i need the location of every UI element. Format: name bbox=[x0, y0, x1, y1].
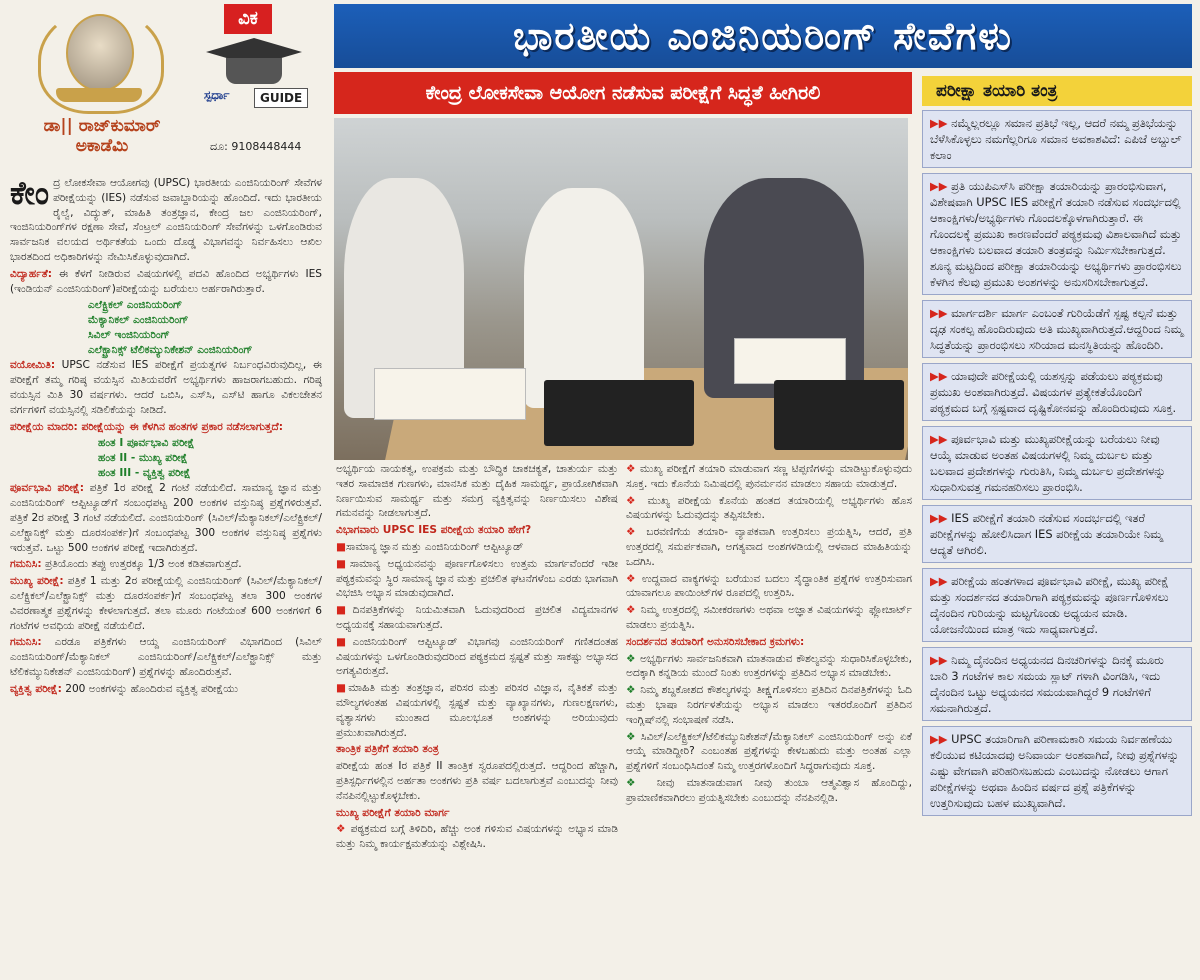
list-item: ಮೆಕ್ಯಾನಿಕಲ್ ಎಂಜಿನಿಯರಿಂಗ್ bbox=[88, 314, 189, 327]
drop-cap: ಕೇಂ bbox=[10, 174, 50, 212]
tip-box: ▶▶ ಪರೀಕ್ಷೆಯ ಹಂತಗಳಾದ ಪೂರ್ವಭಾವಿ ಪರೀಕ್ಷೆ, ಮುಖ್ಯ ಪರೀಕ್ಷೆ ಮತ್ತು ಸಂದರ್ಶನದ ತಯಾರಿಗಾಗಿ ಪಠ್ಯಕ್ರಮವನ್ನು ಪೂರ್ಣಗೊಳಿಸಲು ದೈನಂದಿನ ಗುರಿಯನ್ನು ಮಟ್ಟಗೊಂಡು ಅಧ್ಯಯನ ಮಾಡಿ. ಯೋಜನೆಯಿಂದ ಮಾತ್ರ ಇದು ಸಾಧ್ಯವಾಗುತ್ತದೆ. bbox=[922, 568, 1192, 642]
interview-tip: ❖ ಅಭ್ಯರ್ಥಿಗಳು ಸಾರ್ವಜನಿಕವಾಗಿ ಮಾತನಾಡುವ ಕೌಶಲ್ಯವನ್ನು ಸುಧಾರಿಸಿಕೊಳ್ಳಬೇಕು, ಅದಕ್ಕಾಗಿ ಕನ್ನಡಿಯ ಮುಂದೆ ನಿಂತು ಉತ್ತರಗಳನ್ನು ಪ್ರತಿದಿನ ಅಭ್ಯಾಸ ಮಾಡಬೇಕು. bbox=[626, 652, 913, 680]
sidebar-tips bbox=[922, 110, 1192, 821]
stage-list bbox=[10, 436, 322, 481]
tip-box: ▶▶ ಪ್ರತಿ ಯುಪಿಎಸ್‌ಸಿ ಪರೀಕ್ಷಾ ತಯಾರಿಯನ್ನು ಪ್ರಾರಂಭಿಸುವಾಗ, ವಿಶೇಷವಾಗಿ UPSC IES ಪರೀಕ್ಷೆಗೆ ತಯಾರಿ ನಡೆಸುವ ಸಂದರ್ಭದಲ್ಲಿ ಆಕಾಂಕ್ಷಿಗಳು/ಅಭ್ಯರ್ಥಿಗಳು ಗೊಂದಲಕ್ಕೊಳಗಾಗಿರುತ್ತಾರೆ. ಈ ಗೊಂದಲಕ್ಕೆ ಪ್ರಮುಖ ಕಾರಣವೆಂದರೆ ಪಠ್ಯಕ್ರಮವು ವಿಶಾಲವಾಗಿದೆ ಮತ್ತು ಆಕಾಂಕ್ಷಿಗಳು ಬಲವಾದ ತಯಾರಿ ತಂತ್ರವನ್ನು ನಿರ್ಮಿಸಬೇಕಾಗುತ್ತದೆ. ಶೂನ್ಯ ಮಟ್ಟದಿಂದ ಪರೀಕ್ಷಾ ತಯಾರಿಯನ್ನು ಅಭ್ಯರ್ಥಿಗಳು ಪ್ರಾರಂಭಿಸಲು ಕೆಳಗಿನ ಕೆಲವು ಪ್ರಮುಖ ಅಂಶಗಳನ್ನು ಅನುಸರಿಸಬೇಕಾಗುತ್ತದೆ. bbox=[922, 173, 1192, 295]
graduation-cap-base bbox=[226, 58, 282, 84]
prep-item: ■ಸಾಮಾನ್ಯ ಜ್ಞಾನ ಮತ್ತು ಎಂಜಿನಿಯರಿಂಗ್ ಆಪ್ಟಿಟ್ಯೂಡ್ bbox=[336, 540, 524, 553]
list-item: ಎಲೆಕ್ಟ್ರಾನಿಕ್ಸ್ ಟೆಲಿಕಮ್ಯುನಿಕೇಶನ್ ಎಂಜಿನಿಯರಿಂಗ್ bbox=[88, 344, 253, 357]
prep-item: ■ದಿನಪತ್ರಿಕೆಗಳನ್ನು ನಿಯಮಿತವಾಗಿ ಓದುವುದರಿಂದ ಪ್ರಚಲಿತ ವಿದ್ಯಮಾನಗಳ ಅಧ್ಯಯನಕ್ಕೆ ಸಹಾಯವಾಗುತ್ತದೆ. bbox=[336, 604, 618, 631]
academy-name bbox=[8, 116, 196, 156]
sidebar-title: ಪರೀಕ್ಷಾ ತಯಾರಿ ತಂತ್ರ bbox=[922, 76, 1192, 106]
age-paragraph: ವಯೋಮಿತಿ: UPSC ನಡೆಸುವ IES ಪರೀಕ್ಷೆಗೆ ಪ್ರಯತ್ನಗಳ ನಿರ್ಬಂಧವಿರುವುದಿಲ್ಲ, ಈ ಪರೀಕ್ಷೆಗೆ ತಮ್ಮ ಗರಿಷ್ಠ ವಯಸ್ಸಿನ ಮಿತಿಯವರೆಗೆ ಅಭ್ಯರ್ಥಿಗಳು ಹಾಜರಾಗಬಹುದು. ಗರಿಷ್ಠ ವಯಸ್ಸಿನ ಮಿತಿ 30 ವರ್ಷಗಳು. ಆದರೆ ಒಬಿಸಿ, ಎಸ್‌ಸಿ, ಎಸ್‌ಟಿ ಹಾಗೂ ವಿಕಲಚೇತನ ವರ್ಗಗಳಿಗೆ ವಯಸ್ಸಿನಲ್ಲಿ ಸಡಿಲಿಕೆಯನ್ನು ನೀಡಿದೆ. bbox=[10, 359, 322, 416]
mains-heading: ಮುಖ್ಯ ಪರೀಕ್ಷೆಗೆ ತಯಾರಿ ಮಾರ್ಗ bbox=[336, 806, 450, 819]
prep-item: ■ಮಾಹಿತಿ ಮತ್ತು ತಂತ್ರಜ್ಞಾನ, ಪರಿಸರ ಮತ್ತು ಪರಿಸರ ವಿಜ್ಞಾನ, ನೈತಿಕತೆ ಮತ್ತು ಮೌಲ್ಯಗಳಂತಹ ವಿಷಯಗಳಲ್ಲಿ ಸ್ಪಷ್ಟತೆ ಮತ್ತು ವ್ಯಾಖ್ಯಾನಗಳು, ಗುಣಲಕ್ಷಣಗಳು, ವ್ಯತ್ಯಾಸಗಳು ಮುಂತಾದ ಮೂಲಭೂತ ಅಂಶಗಳನ್ನು ಅರಿಯುವುದು ಪ್ರಮುಖವಾಗಿರುತ್ತದೆ. bbox=[336, 682, 619, 739]
prelim-paragraph: ಪೂರ್ವಭಾವಿ ಪರೀಕ್ಷೆ: ಪತ್ರಿಕೆ 1ರ ಪರೀಕ್ಷೆ 2 ಗಂಟೆ ನಡೆಯಲಿದೆ. ಸಾಮಾನ್ಯ ಜ್ಞಾನ ಮತ್ತು ಎಂಜಿನಿಯರಿಂಗ್ ಆಪ್ಟಿಟ್ಯೂಡ್‌ಗೆ ಸಂಬಂಧಪಟ್ಟ 200 ಅಂಕಗಳ ವಸ್ತುನಿಷ್ಠ ಪ್ರಶ್ನೆಗಳಿರುತ್ತವೆ. ಪತ್ರಿಕೆ 2ರ ಪರೀಕ್ಷೆ 3 ಗಂಟೆ ನಡೆಯಲಿದೆ. ಎಂಜಿನಿಯರಿಂಗ್ (ಸಿವಿಲ್/ಮೆಕ್ಯಾನಿಕಲ್/ಎಲೆಕ್ಟ್ರಿಕಲ್/ಎಲೆಕ್ಟ್ರಾನಿಕ್ಸ್ ಮತ್ತು ದೂರಸಂಪರ್ಕ)ಗೆ ಸಂಬಂಧಪಟ್ಟ 300 ಅಂಕಗಳ ವಸ್ತುನಿಷ್ಠ ಪ್ರಶ್ನೆಗಳು ಇರುತ್ತವೆ. ಒಟ್ಟು 500 ಅಂಕಗಳ ಪರೀಕ್ಷೆ ಇದಾಗಿರುತ್ತದೆ. bbox=[10, 482, 322, 554]
list-item: ಹಂತ III - ವ್ಯಕ್ತಿತ್ವ ಪರೀಕ್ಷೆ bbox=[98, 467, 191, 480]
mains-tip: ❖ ಬರವಣಿಗೆಯ ತಯಾರಿ- ವ್ಯಾಪಕವಾಗಿ ಉತ್ತರಿಸಲು ಪ್ರಯತ್ನಿಸಿ, ಆದರೆ, ಪ್ರತಿ ಉತ್ತರದಲ್ಲಿ ಸಮರ್ಪಕವಾಗಿ, ಅಗತ್ಯವಾದ ಅಂಶಗಳಡಿಯಲ್ಲಿ ಆಳವಾದ ಮಾಹಿತಿಯನ್ನು ಒದಗಿಸಿ. bbox=[626, 526, 912, 568]
academy-logo bbox=[8, 4, 196, 154]
tip-box: ▶▶ ನಿಮ್ಮ ದೈನಂದಿನ ಅಧ್ಯಯನದ ದಿನಚರಿಗಳನ್ನು ದಿನಕ್ಕೆ ಮೂರು ಬಾರಿ 3 ಗಂಟೆಗಳ ಕಾಲ ಸಮಯ ಸ್ಲಾಟ್ ಗಳಾಗಿ ವಿಂಗಡಿಸಿ, ಇದು ದೈನಂದಿನ ಒಟ್ಟು ಅಧ್ಯಯನದ ಸಮಯವಾಗಿದ್ದರೆ 9 ಗಂಟೆಗಳಿಗೆ ಸಮನಾಗಿರುತ್ತದೆ. bbox=[922, 647, 1192, 721]
interview-tip: ❖ ನಿಮ್ಮ ಶಬ್ದಕೋಶದ ಕೌಶಲ್ಯಗಳನ್ನು ತೀಕ್ಷ್ಣಗೊಳಿಸಲು ಪ್ರತಿದಿನ ದಿನಪತ್ರಿಕೆಗಳನ್ನು ಓದಿ ಮತ್ತು ಭಾಷಾ ನಿರರ್ಗಳತೆಯನ್ನು ಅಭ್ಯಾಸ ಮಾಡಲು ಇತರರೊಂದಿಗೆ ಪ್ರತಿದಿನ ಇಂಗ್ಲಿಷ್‌ನಲ್ಲಿ ಸಂಭಾಷಣೆ ನಡೆಸಿ. bbox=[626, 684, 912, 726]
spardha-label: ಸ್ಪರ್ಧಾ bbox=[204, 88, 230, 102]
note1-paragraph: ಗಮನಿಸಿ: ಪ್ರತಿಯೊಂದು ತಪ್ಪು ಉತ್ತರಕ್ಕೂ 1/3 ಅಂಕ ಕಡಿತವಾಗುತ್ತದೆ. bbox=[10, 558, 242, 571]
list-item: ಹಂತ I ಪೂರ್ವಭಾವಿ ಪರೀಕ್ಷೆ bbox=[98, 437, 195, 450]
portrait-photo bbox=[66, 14, 134, 92]
tip-box: ▶▶ ನಮ್ಮೆಲ್ಲರಲ್ಲೂ ಸಮಾನ ಪ್ರತಿಭೆ ಇಲ್ಲ, ಆದರೆ ನಮ್ಮ ಪ್ರತಿಭೆಯನ್ನು ಬೆಳೆಸಿಕೊಳ್ಳಲು ನಮಗೆಲ್ಲರಿಗೂ ಸಮಾನ ಅವಕಾಶವಿದೆ: ಎಪಿಜೆ ಅಬ್ದುಲ್ ಕಲಾಂ bbox=[922, 110, 1192, 168]
personality-paragraph: ವ್ಯಕ್ತಿತ್ವ ಪರೀಕ್ಷೆ: 200 ಅಂಕಗಳನ್ನು ಹೊಂದಿರುವ ವ್ಯಕ್ತಿತ್ವ ಪರೀಕ್ಷೆಯು bbox=[10, 682, 238, 695]
tech-heading: ತಾಂತ್ರಿಕ ಪತ್ರಿಕೆಗೆ ತಯಾರಿ ತಂತ್ರ bbox=[336, 743, 439, 756]
article-column-1 bbox=[10, 176, 322, 699]
mains-item: ❖ ಪಠ್ಯಕ್ರಮದ ಬಗ್ಗೆ ತಿಳಿದಿರಿ, ಹೆಚ್ಚು ಅಂಕ ಗಳಿಸುವ ವಿಷಯಗಳನ್ನು ಅಭ್ಯಾಸ ಮಾಡಿ ಮತ್ತು ನಿಮ್ಮ ಕಾರ್ಯಕ್ಷಮತೆಯನ್ನು ವಿಶ್ಲೇಷಿಸಿ. bbox=[336, 823, 619, 851]
list-item: ಸಿವಿಲ್ ಇಂಜಿನಿಯರಿಂಗ್ bbox=[88, 329, 170, 342]
pattern-paragraph: ಪರೀಕ್ಷೆಯ ಮಾದರಿ: ಪರೀಕ್ಷೆಯನ್ನು ಈ ಕೆಳಗಿನ ಹಂತಗಳ ಪ್ರಕಾರ ನಡೆಸಲಾಗುತ್ತದೆ: bbox=[10, 420, 283, 433]
mains-tip: ❖ ಉದ್ದವಾದ ವಾಕ್ಯಗಳನ್ನು ಬರೆಯುವ ಬದಲು ಸೈದ್ಧಾಂತಿಕ ಪ್ರಶ್ನೆಗಳ ಉತ್ತರಿಸುವಾಗ ಯಾವಾಗಲೂ ಪಾಯಿಂಟ್‌ಗಳ ರೂಪದಲ್ಲಿ ಉತ್ತರಿಸಿ. bbox=[626, 572, 913, 600]
intro-paragraph: ಕೇಂದ್ರ ಲೋಕಸೇವಾ ಆಯೋಗವು (UPSC) ಭಾರತೀಯ ಎಂಜಿನಿಯರಿಂಗ್ ಸೇವೆಗಳ ಪರೀಕ್ಷೆಯನ್ನು (IES) ನಡೆಸುವ ಜವಾಬ್ದಾರಿಯನ್ನು ಹೊಂದಿದೆ. ಇದು ಭಾರತೀಯ ರೈಲ್ವೆ, ವಿದ್ಯುತ್, ಮಾಹಿತಿ ತಂತ್ರಜ್ಞಾನ, ಕೇಂದ್ರ ಜಲ ಎಂಜಿನಿಯರಿಂಗ್, ಇಂಜಿನಿಯರಿಂಗ್‌ಗಳ ರಕ್ಷಣಾ ಸೇವೆ, ಸೆಂಟ್ರಲ್ ಎಂಜಿನಿಯರಿಂಗ್ ಸೇವೆಗಳನ್ನು ಒಳಗೊಂಡಿರುವ ಸಾರ್ವಜನಿಕ ವಲಯದ ಅರ್ಥಿಕತೆಯ ಒಂದು ದೊಡ್ಡ ವಿಭಾಗವನ್ನು ನಿರ್ವಹಿಸಲು ಆಖಿಲ ಭಾರತದಿಂದ ಅಧಿಕಾರಿಗಳನ್ನು ನೇಮಿಸಿಕೊಳ್ಳುವುದಾಗಿದೆ. bbox=[10, 174, 322, 263]
tip-box: ▶▶ ಮಾರ್ಗದರ್ಶಿ ಮಾರ್ಗ ಎಂಬಂತೆ ಗುರಿಯೆಡೆಗೆ ಸ್ಪಷ್ಟ ಕಲ್ಪನೆ ಮತ್ತು ದೃಢ ಸಂಕಲ್ಪ ಹೊಂದಿರುವುದು ಅತಿ ಮುಖ್ಯವಾಗಿರುತ್ತದೆ.ಆದ್ದರಿಂದ ನಿಮ್ಮ ಸಿದ್ಧತೆಯನ್ನು ಪ್ರಾರಂಭಿಸಲು ಸರಿಯಾದ ಮನಸ್ಥಿತಿಯನ್ನು ಹೊಂದಿರಿ. bbox=[922, 300, 1192, 358]
page-title: ಭಾರತೀಯ ಎಂಜಿನಿಯರಿಂಗ್ ಸೇವೆಗಳು bbox=[334, 4, 1192, 68]
interview-tip: ❖ ಸಿವಿಲ್/ಎಲೆಕ್ಟ್ರಿಕಲ್/ಟೆಲಿಕಮ್ಯುನಿಕೇಶನ್/ಮೆಕ್ಯಾನಿಕಲ್ ಎಂಜಿನಿಯರಿಂಗ್ ಅನ್ನು ಏಕೆ ಆಯ್ಕೆ ಮಾಡಿದ್ದೀರಿ? ಎಂಬಂತಹ ಪ್ರಶ್ನೆಗಳನ್ನು ಕೇಳಬಹುದು ಮತ್ತು ಅಂತಹ ಎಲ್ಲಾ ಪ್ರಶ್ನೆಗಳಿಗೆ ಸಂಬಂಧಿಸಿದಂತೆ ನಿಮ್ಮ ಉತ್ತರಗಳೊಂದಿಗೆ ಸಿದ್ಧರಾಗುವುದು ಸೂಕ್ತ. bbox=[626, 730, 913, 773]
laptop bbox=[774, 380, 904, 450]
open-book bbox=[374, 368, 526, 420]
sub-headline: ಕೇಂದ್ರ ಲೋಕಸೇವಾ ಆಯೋಗ ನಡೆಸುವ ಪರೀಕ್ಷೆಗೆ ಸಿದ್ಧತೆ ಹೀಗಿರಲಿ bbox=[334, 72, 912, 114]
phone-number: ದೂ: 9108448444 bbox=[210, 140, 302, 153]
student-figure bbox=[524, 188, 644, 408]
academy-name-line2: ಅಕಾಡೆಮಿ bbox=[75, 136, 129, 156]
tip-box: ▶▶ ಪೂರ್ವಭಾವಿ ಮತ್ತು ಮುಖ್ಯಪರೀಕ್ಷೆಯನ್ನು ಬರೆಯಲು ನೀವು ಆಯ್ಕೆ ಮಾಡುವ ಅಂತಹ ವಿಷಯಗಳಲ್ಲಿ ನಿಮ್ಮ ದುರ್ಬಲ ಮತ್ತು ಬಲವಾದ ಪ್ರದೇಶಗಳನ್ನು ಗುರುತಿಸಿ, ನಿಮ್ಮ ದುರ್ಬಲ ಪ್ರದೇಶಗಳನ್ನು ಸುಧಾರಿಸುವತ್ತ ಗಮನಹರಿಸಲು ಪ್ರಾರಂಭಿಸಿ. bbox=[922, 426, 1192, 500]
eligibility-paragraph: ವಿದ್ಯಾರ್ಹತೆ: ಈ ಕೆಳಗೆ ನೀಡಿರುವ ವಿಷಯಗಳಲ್ಲಿ ಪದವಿ ಹೊಂದಿದ ಅಭ್ಯರ್ಥಿಗಳು IES (ಇಂಡಿಯನ್ ಎಂಜಿನಿಯರಿಂಗ್)ಪರೀಕ್ಷೆಯನ್ನು ಬರೆಯಲು ಅರ್ಹರಾಗಿರುತ್ತಾರೆ. bbox=[10, 267, 323, 295]
open-book-emblem bbox=[56, 88, 142, 102]
interview-tip: ❖ ನೀವು ಮಾತನಾಡುವಾಗ ನೀವು ತುಂಬಾ ಆತ್ಮವಿಶ್ವಾಸ ಹೊಂದಿದ್ದು, ಪ್ರಾಮಾಣಿಕವಾಗಿರಲು ಪ್ರಯತ್ನಿಸಬೇಕು ಎಂಬುದನ್ನು ನೆನಪಿನಲ್ಲಿಡಿ. bbox=[626, 776, 913, 804]
prep-item: ■ಎಂಜಿನಿಯರಿಂಗ್ ಆಪ್ಟಿಟ್ಯೂಡ್ ವಿಭಾಗವು ಎಂಜಿನಿಯರಿಂಗ್ ಗಣಿತದಂತಹ ವಿಷಯಗಳನ್ನು ಒಳಗೊಂಡಿರುವುದರಿಂದ ಪಠ್ಯಕ್ರಮದ ಸ್ಪಷ್ಟತೆ ಮತ್ತು ಸಾಕಷ್ಟು ಅಭ್ಯಾಸದ ಅಗತ್ಯವಿರುತ್ತದೆ. bbox=[336, 635, 618, 678]
interview-heading: ಸಂದರ್ಶನದ ತಯಾರಿಗೆ ಅನುಸರಿಸಬೇಕಾದ ಕ್ರಮಗಳು: bbox=[626, 635, 805, 648]
tip-box: ▶▶ ಯಾವುದೇ ಪರೀಕ್ಷೆಯಲ್ಲಿ ಯಶಸ್ಸನ್ನು ಪಡೆಯಲು ಪಠ್ಯಕ್ರಮವು ಪ್ರಮುಖ ಅಂಶವಾಗಿರುತ್ತದೆ. ವಿಷಯಗಳ ಪ್ರತ್ಯೇಕತೆಯೊಂದಿಗೆ ಪಠ್ಯಕ್ರಮದ ಬಗ್ಗೆ ಸ್ಪಷ್ಟವಾದ ದೃಷ್ಟಿಕೋನವನ್ನು ಹೊಂದಿರುವುದು ಸೂಕ್ತ. bbox=[922, 363, 1192, 421]
tech-paragraph: ಪರೀಕ್ಷೆಯ ಹಂತ Iರ ಪತ್ರಿಕೆ II ತಾಂತ್ರಿಕ ಸ್ವರೂಪದಲ್ಲಿರುತ್ತದೆ. ಆದ್ದರಿಂದ ಹೆಚ್ಚಾಗಿ, ಪ್ರತಿಸ್ಪರ್ಧಿಗಳಲ್ಲಿನ ಅರ್ಹತಾ ಅಂಕಗಳು ಪ್ರತಿ ವರ್ಷ ಬದಲಾಗುತ್ತವೆ ಎಂಬುದನ್ನು ನೀವು ನೆನಪಿನಲ್ಲಿಟ್ಟುಕೊಳ್ಳಬೇಕು. bbox=[336, 760, 618, 802]
tip-box: ▶▶ IES ಪರೀಕ್ಷೆಗೆ ತಯಾರಿ ನಡೆಸುವ ಸಂದರ್ಭದಲ್ಲಿ ಇತರೆ ಪರೀಕ್ಷೆಗಳನ್ನು ಹೋಲಿಸಿದಾಗ IES ಪರೀಕ್ಷೆಯ ತಯಾರಿಯೇ ನಿಮ್ಮ ಆದ್ಯತೆ ಆಗಿರಲಿ. bbox=[922, 505, 1192, 563]
article-column-2 bbox=[336, 462, 618, 854]
guide-tag: GUIDE bbox=[254, 88, 308, 108]
tip-box: ▶▶ UPSC ತಯಾರಿಗಾಗಿ ಪರಿಣಾಮಕಾರಿ ಸಮಯ ನಿರ್ವಹಣೆಯು ಕಲಿಯುವ ಕಟಿಯಾದವು ಅನಿವಾರ್ಯ ಅಂಶವಾಗಿದೆ, ನೀವು ಪ್ರಶ್ನೆಗಳನ್ನು ಎಷ್ಟು ವೇಗವಾಗಿ ಪರಿಹರಿಸಬಹುದು ಎಂಬುದನ್ನು ನೋಡಲು ಆಗಾಗ ಪರೀಕ್ಷೆಗಳನ್ನು ಅಥವಾ ಹಿಂದಿನ ವರ್ಷದ ಪ್ರಶ್ನೆ ಪತ್ರಿಕೆಗಳನ್ನು ಉತ್ತರಿಸುವುದು ಬಹಳ ಮುಖ್ಯವಾಗಿದೆ. bbox=[922, 726, 1192, 816]
list-item: ಎಲೆಕ್ಟ್ರಿಕಲ್ ಎಂಜಿನಿಯರಿಂಗ್ bbox=[88, 299, 183, 312]
vika-badge: ವಿಕ bbox=[224, 4, 272, 34]
laptop bbox=[544, 380, 694, 446]
spardha-guide-logo bbox=[198, 4, 310, 132]
prep-item: ■ಸಾಮಾನ್ಯ ಅಧ್ಯಯನವನ್ನು ಪೂರ್ಣಗೊಳಿಸಲು ಉತ್ತಮ ಮಾರ್ಗವೆಂದರೆ ಇಡೀ ಪಠ್ಯಕ್ರಮವನ್ನು ಸ್ಥಿರ ಸಾಮಾನ್ಯ ಜ್ಞಾನ ಮತ್ತು ಪ್ರಚಲಿತ ಘಟನೆಗಳೆಂಬ ಎರಡು ಭಾಗವಾಗಿ ವಿಭಜಿಸಿ ಅಭ್ಯಾಸ ಮಾಡುವುದಾಗಿದೆ. bbox=[336, 557, 618, 600]
main-exam-paragraph: ಮುಖ್ಯ ಪರೀಕ್ಷೆ: ಪತ್ರಿಕೆ 1 ಮತ್ತು 2ರ ಪರೀಕ್ಷೆಯಲ್ಲಿ ಎಂಜಿನಿಯರಿಂಗ್ (ಸಿವಿಲ್/ಮೆಕ್ಯಾನಿಕಲ್/ಎಲೆಕ್ಟ್ರಿಕಲ್/ಎಲೆಕ್ಟ್ರಾನಿಕ್ಸ್ ಮತ್ತು ದೂರಸಂಪರ್ಕ)ಗೆ ಸಂಬಂಧಪಟ್ಟ ತಲಾ 300 ಅಂಕಗಳ ವಿವರಣಾತ್ಮಕ ಪ್ರಶ್ನೆಗಳನ್ನು ಕೇಳಲಾಗುತ್ತದೆ. ತಲಾ ಮೂರು ಗಂಟೆಯಂತೆ 600 ಅಂಕಗಳಿಗೆ 6 ಗಂಟೆಗಳ ಅವಧಿಯ ಪರೀಕ್ಷೆ ನಡೆಯಲಿದೆ. bbox=[10, 575, 322, 632]
students-studying-photo bbox=[334, 118, 908, 460]
mains-tip: ❖ ನಿಮ್ಮ ಉತ್ತರದಲ್ಲಿ ಸಮೀಕರಣಗಳು ಅಥವಾ ಅಜ್ಞಾತ ವಿಷಯಗಳನ್ನು ಫ್ಲೋಚಾರ್ಟ್ ಮಾಡಲು ಪ್ರಯತ್ನಿಸಿ. bbox=[626, 604, 912, 631]
personality-continued: ಅಭ್ಯರ್ಥಿಯ ನಾಯಕತ್ವ, ಉಪಕ್ರಮ ಮತ್ತು ಬೌದ್ಧಿಕ ಚಾಕಚಕ್ಯತೆ, ಚಾತುರ್ಯ ಮತ್ತು ಇತರ ಸಾಮಾಜಿಕ ಗುಣಗಳು, ಮಾನಸಿಕ ಮತ್ತು ದೈಹಿಕ ಸಾಮರ್ಥ್ಯ, ಪ್ರಾಯೋಗಿಕವಾಗಿ ನಿರ್ಣಯಿಸುವ ಸಾಮರ್ಥ್ಯ ಮತ್ತು ಸಮಗ್ರ ವ್ಯಕ್ತಿತ್ವವನ್ನು ನಿರ್ಣಯಿಸಲು ವಿಶೇಷ ಗಮನವನ್ನು ನೀಡಲಾಗುತ್ತದೆ. bbox=[336, 463, 618, 520]
open-book bbox=[734, 338, 846, 384]
list-item: ಹಂತ II - ಮುಖ್ಯ ಪರೀಕ್ಷೆ bbox=[98, 452, 188, 465]
mains-tip: ❖ ಮುಖ್ಯ ಪರೀಕ್ಷೆಯ ಕೊನೆಯ ಹಂತದ ತಯಾರಿಯಲ್ಲಿ ಅಭ್ಯರ್ಥಿಗಳು ಹೊಸ ವಿಷಯಗಳನ್ನು ಓದುವುದನ್ನು ತಪ್ಪಿಸಬೇಕು. bbox=[626, 494, 912, 522]
article-column-3 bbox=[626, 462, 912, 808]
prep-heading: ವಿಭಾಗವಾರು UPSC IES ಪರೀಕ್ಷೆಯ ತಯಾರಿ ಹೇಗೆ? bbox=[336, 524, 532, 537]
mains-tip: ❖ ಮುಖ್ಯ ಪರೀಕ್ಷೆಗೆ ತಯಾರಿ ಮಾಡುವಾಗ ಸಣ್ಣ ಟಿಪ್ಪಣಿಗಳನ್ನು ಮಾಡಿಟ್ಟುಕೊಳ್ಳುವುದು ಸೂಕ್ತ. ಇದು ಕೊನೆಯ ನಿಮಿಷದಲ್ಲಿ ಪುನರ್ಮನನ ಮಾಡಲು ಸಹಾಯ ಮಾಡುತ್ತದೆ. bbox=[626, 463, 912, 490]
note2-paragraph: ಗಮನಿಸಿ: ಎರಡೂ ಪತ್ರಿಕೆಗಳು ಆಯ್ದ ಎಂಜಿನಿಯರಿಂಗ್ ವಿಭಾಗದಿಂದ (ಸಿವಿಲ್ ಎಂಜಿನಿಯರಿಂಗ್/ಮೆಕ್ಯಾನಿಕಲ್ ಎಂಜಿನಿಯರಿಂಗ್/ಎಲೆಕ್ಟ್ರಿಕಲ್/ಎಲೆಕ್ಟ್ರಾನಿಕ್ಸ್ ಮತ್ತು ಟೆಲಿಕಮ್ಯುನಿಕೇಶನ್ ಎಂಜಿನಿಯರಿಂಗ್) ಪ್ರಶ್ನೆಗಳನ್ನು ಹೊಂದಿರುತ್ತವೆ. bbox=[10, 636, 322, 678]
subject-list bbox=[10, 298, 322, 358]
academy-name-line1: ಡಾ|| ರಾಜ್‌ಕುಮಾರ್ bbox=[43, 116, 161, 136]
